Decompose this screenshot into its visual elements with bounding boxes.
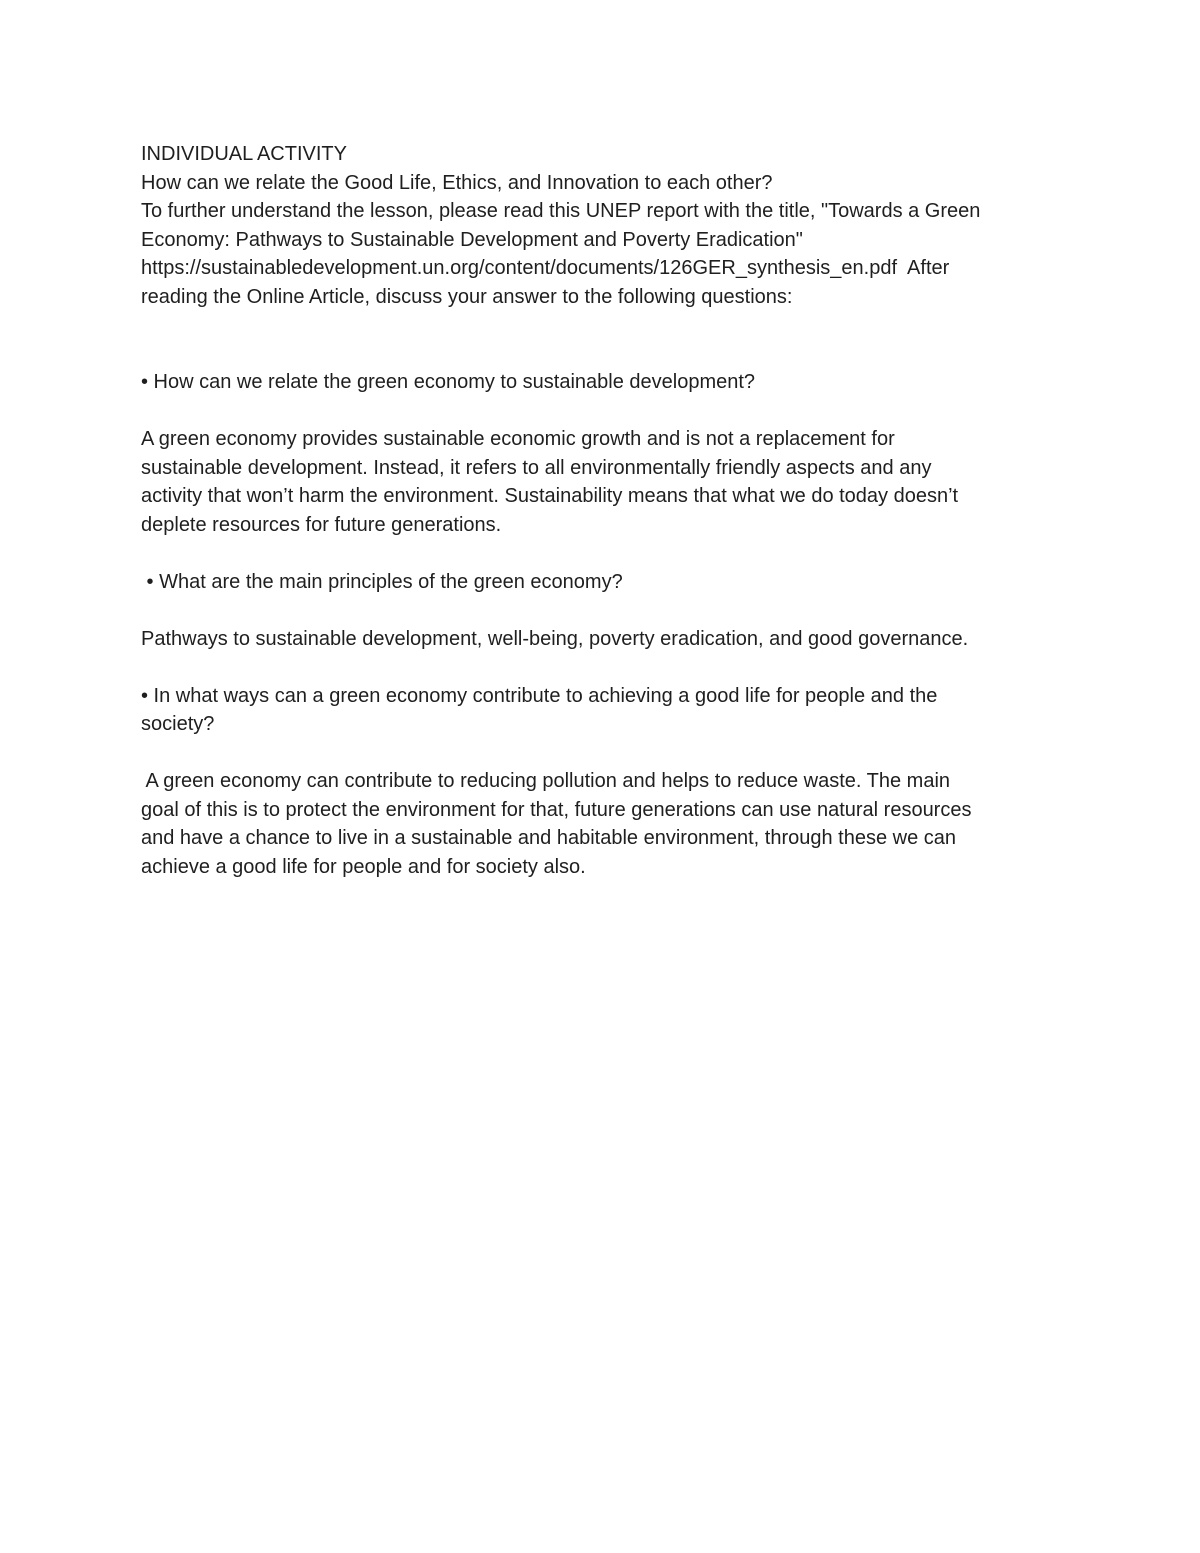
answer-1-line: activity that won’t harm the environment. Sustainability means that what we do today doesn’t [141, 485, 959, 507]
question-3-line: society? [141, 713, 215, 735]
spacer [141, 596, 1081, 625]
answer-1-line: deplete resources for future generations. [141, 513, 502, 536]
activity-heading: INDIVIDUAL ACTIVITY [141, 143, 347, 165]
answer-1-line: A green economy provides sustainable economic growth and is not a replacement for [141, 428, 895, 450]
answer-2-line: Pathways to sustainable development, well-being, poverty eradication, and good governance. [141, 627, 969, 650]
answer-3-line: achieve a good life for people and for society also. [141, 855, 586, 878]
question-2: • What are the main principles of the green economy? [141, 570, 623, 593]
report-url-line: https://sustainabledevelopment.un.org/content/documents/126GER_synthesis_en.pdf After [141, 257, 950, 279]
question-3-line: • In what ways can a green economy contribute to achieving a good life for people and the [141, 684, 938, 707]
spacer [141, 397, 1081, 426]
spacer [141, 739, 1081, 768]
spacer [141, 653, 1081, 682]
answer-3-line: A green economy can contribute to reducing pollution and helps to reduce waste. The main [141, 770, 951, 792]
spacer [141, 311, 1081, 368]
answer-1-line: sustainable development. Instead, it refers to all environmentally friendly aspects and any [141, 456, 932, 479]
document-body [141, 140, 1081, 881]
answer-3-line: goal of this is to protect the environment for that, future generations can use natural resources [141, 798, 972, 821]
answer-3-line: and have a chance to live in a sustainable and habitable environment, through these we can [141, 827, 956, 849]
instruction-line: Economy: Pathways to Sustainable Development and Poverty Eradication" [141, 228, 803, 251]
main-question: How can we relate the Good Life, Ethics, and Innovation to each other? [141, 171, 773, 194]
instruction-line: To further understand the lesson, please read this UNEP report with the title, "Towards a Green [141, 200, 981, 222]
question-1: • How can we relate the green economy to sustainable development? [141, 371, 756, 393]
spacer [141, 539, 1081, 568]
instruction-line: reading the Online Article, discuss your answer to the following questions: [141, 285, 793, 308]
